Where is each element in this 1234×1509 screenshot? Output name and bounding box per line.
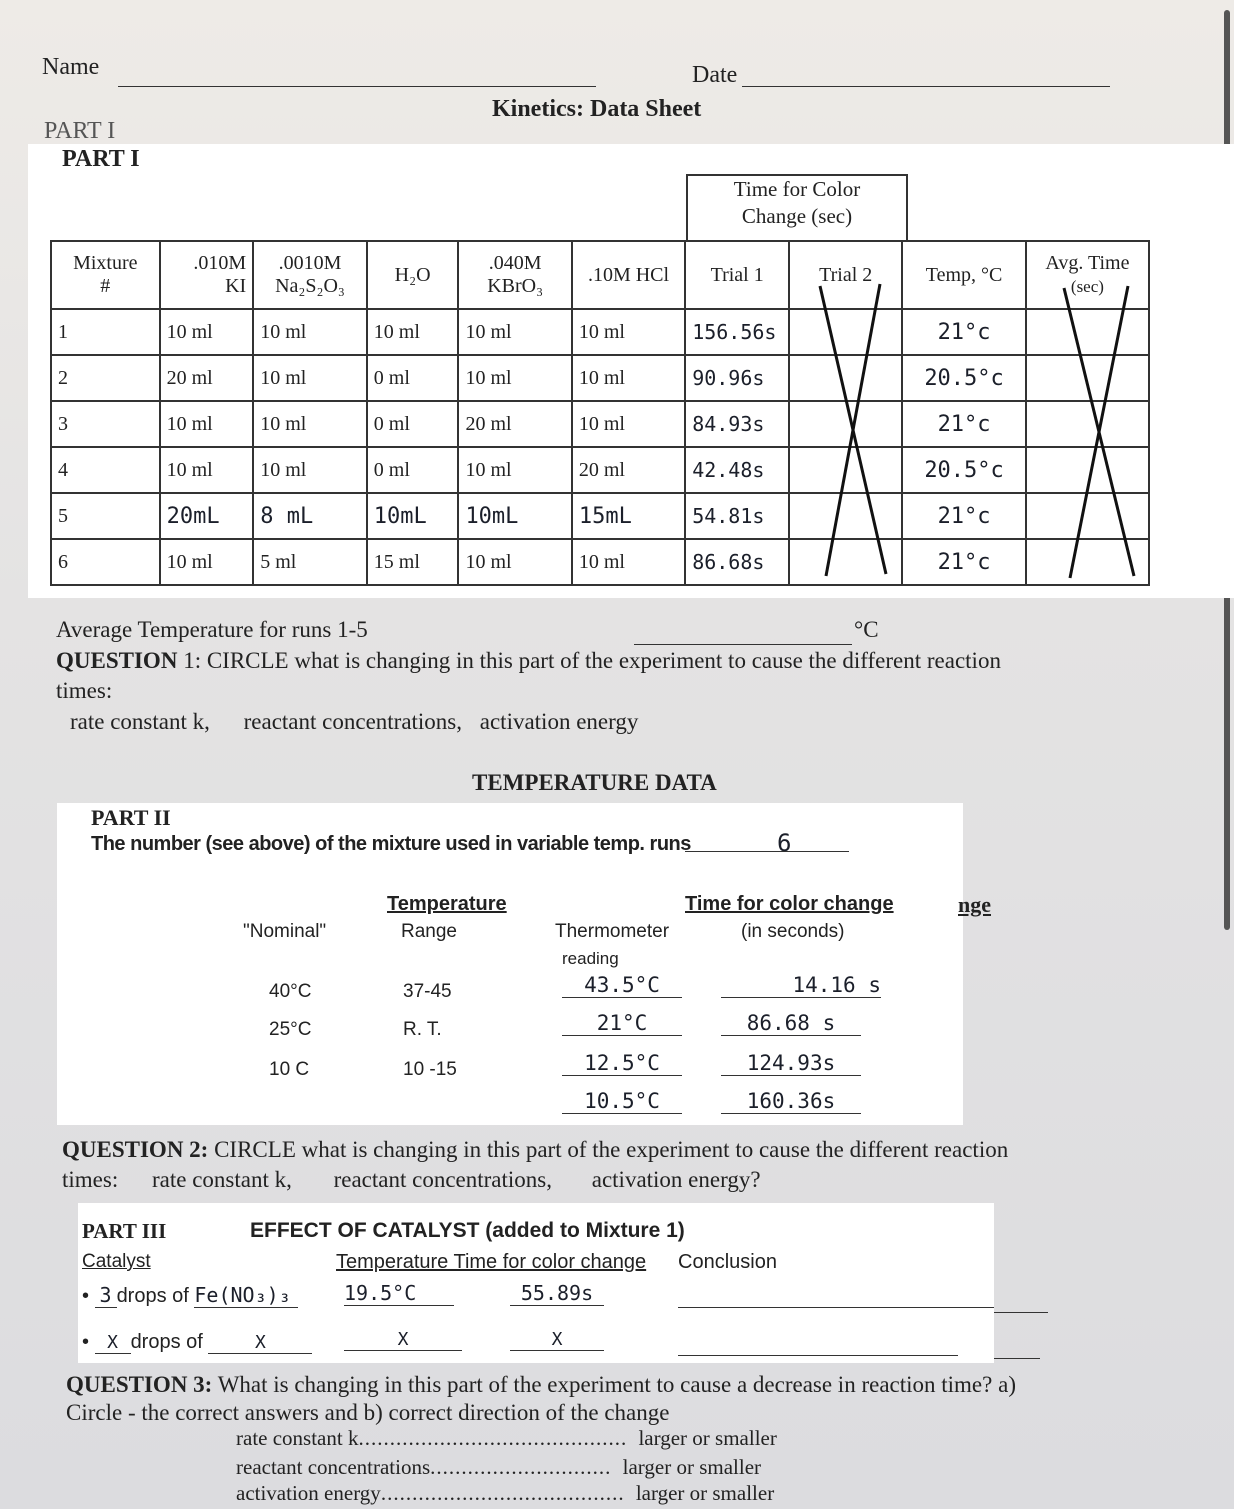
thermometer-reading: 43.5°C (562, 973, 682, 998)
catalyst-time: 55.89s (510, 1281, 604, 1306)
question3 (66, 1372, 1016, 1398)
choice-larger-smaller[interactable]: larger or smaller (638, 1426, 777, 1450)
option-rate-constant[interactable]: rate constant k, (70, 709, 210, 734)
hcl-volume: 10 ml (572, 309, 685, 355)
table-row (51, 493, 1149, 539)
thermometer-reading: 12.5°C (562, 1051, 682, 1076)
catalyst-temp: 19.5°C (344, 1281, 454, 1306)
temp-range: 10 -15 (403, 1059, 457, 1080)
hcl-volume: 15mL (572, 493, 685, 539)
color-change-time: 14.16 s (721, 973, 881, 998)
option-activation-energy[interactable]: activation energy (479, 709, 639, 734)
drops-count: X (95, 1332, 131, 1354)
col-trial2: Trial 2 (789, 241, 902, 309)
header-range: Range (401, 921, 457, 942)
question1-prefix: QUESTION (56, 648, 178, 673)
color-change-time: 86.68 s (721, 1011, 861, 1036)
date-line (742, 86, 1110, 87)
kbro3-volume: 10mL (458, 493, 571, 539)
mixture-number: 3 (51, 401, 160, 447)
table-row (51, 355, 1149, 401)
col-trial1: Trial 1 (685, 241, 789, 309)
na2s2o3-volume: 10 ml (253, 447, 367, 493)
temperature: 21°c (902, 493, 1026, 539)
question1-text: CIRCLE what is changing in this part of the experiment to cause the different reaction (206, 648, 1001, 673)
question1-text-cont: times: (56, 678, 113, 703)
trial1-time: 90.96s (685, 355, 789, 401)
choice-larger-smaller[interactable]: larger or smaller (635, 1481, 775, 1505)
trial1-time: 86.68s (685, 539, 789, 585)
date-label: Date (692, 62, 738, 88)
page-title: Kinetics: Data Sheet (492, 96, 702, 122)
table-row (51, 539, 1149, 585)
header-nominal: "Nominal" (243, 921, 327, 942)
header-reading: reading (562, 949, 619, 968)
part2-panel (57, 803, 963, 1125)
kbro3-volume: 10 ml (458, 539, 571, 585)
h2o-volume: 0 ml (367, 447, 459, 493)
mixture-value: 6 (777, 829, 792, 857)
mixture-prompt: The number (see above) of the mixture used in variable temp. runs (91, 833, 691, 855)
col-temp: Temp, °C (902, 241, 1026, 309)
catalyst-temp: X (344, 1329, 462, 1351)
part2-label: PART II (91, 805, 171, 830)
table-row (51, 447, 1149, 493)
h2o-volume: 0 ml (367, 401, 459, 447)
avg-temp-label: Average Temperature for runs 1-5 (56, 617, 368, 642)
mixture-number: 1 (51, 309, 160, 355)
hcl-volume: 10 ml (572, 401, 685, 447)
temperature: 21°c (902, 539, 1026, 585)
trial2-cross-out-mark (808, 282, 898, 582)
header-conclusion: Conclusion (678, 1251, 777, 1273)
time-color-change-header: Time for Color Change (sec) (686, 174, 908, 242)
option-activation-energy[interactable]: activation energy? (591, 1167, 761, 1192)
conclusion-line-ext (994, 1312, 1048, 1313)
thermometer-reading: 10.5°C (562, 1089, 682, 1114)
part1-ghost-label: PART I (44, 118, 116, 144)
na2s2o3-volume: 8 mL (253, 493, 367, 539)
col-h2o: H₂O (367, 241, 459, 309)
catalyst-time: X (510, 1329, 604, 1351)
header-temperature: Temperature (387, 893, 507, 915)
table-row (51, 309, 1149, 355)
col-na2s2o3: .0010M Na₂S₂O₃ (253, 241, 367, 309)
mixture-value-line (685, 851, 849, 852)
nominal-temp: 40°C (269, 981, 312, 1002)
col-avg-time: Avg. Time (sec) (1026, 241, 1149, 309)
temperature-data-title: TEMPERATURE DATA (472, 770, 717, 795)
trial1-time: 156.56s (685, 309, 789, 355)
question2-options (62, 1167, 761, 1193)
na2s2o3-volume: 5 ml (253, 539, 367, 585)
question2 (62, 1137, 1008, 1163)
catalyst-row: • 3 drops of Fe(NO₃)₃ (82, 1283, 298, 1308)
temperature: 20.5°c (902, 447, 1026, 493)
temperature: 20.5°c (902, 355, 1026, 401)
na2s2o3-volume: 10 ml (253, 355, 367, 401)
conclusion-line-ext (994, 1358, 1040, 1359)
header-temp-time: Temperature Time for color change (336, 1251, 647, 1273)
ki-volume: 20mL (160, 493, 254, 539)
hcl-volume: 10 ml (572, 355, 685, 401)
header-thermometer: Thermometer (555, 921, 670, 942)
ghost-header-fragment: nge (958, 892, 991, 917)
kbro3-volume: 20 ml (458, 401, 571, 447)
header-time-color-change: Time for color change (685, 893, 894, 915)
temp-range: R. T. (403, 1019, 442, 1040)
h2o-volume: 10 ml (367, 309, 459, 355)
kbro3-volume: 10 ml (458, 355, 571, 401)
drops-count: 3 (95, 1283, 117, 1308)
catalyst-row: • X drops of X (82, 1331, 312, 1354)
na2s2o3-volume: 10 ml (253, 309, 367, 355)
ki-volume: 10 ml (160, 309, 254, 355)
name-line (118, 86, 596, 87)
mixture-number: 4 (51, 447, 160, 493)
trial1-time: 84.93s (685, 401, 789, 447)
ki-volume: 10 ml (160, 401, 254, 447)
question3-text-cont: Circle - the correct answers and b) correct direction of the change (66, 1400, 670, 1425)
header-in-seconds: (in seconds) (741, 921, 845, 942)
option-rate-constant[interactable]: rate constant k, (151, 1167, 292, 1192)
question3-text: What is changing in this part of the experiment to cause a decrease in reaction time? a) (217, 1372, 1016, 1397)
q3-item-reactant-concentrations: reactant concentrations............................. larger or smaller (236, 1455, 762, 1479)
kbro3-volume: 10 ml (458, 309, 571, 355)
ki-volume: 10 ml (160, 447, 254, 493)
option-reactant-concentrations[interactable]: reactant concentrations, (243, 709, 463, 734)
part1-panel (28, 144, 1234, 598)
table-row (51, 401, 1149, 447)
avg-temp-line (634, 644, 852, 645)
question2-text: CIRCLE what is changing in this part of the experiment to cause the different reaction (214, 1137, 1009, 1162)
h2o-volume: 10mL (367, 493, 459, 539)
temperature: 21°c (902, 401, 1026, 447)
nominal-temp: 10 C (269, 1059, 310, 1080)
mixture-number: 5 (51, 493, 160, 539)
trial1-time: 42.48s (685, 447, 789, 493)
avg-temp-unit: °C (854, 617, 879, 642)
avg-time-cross-out-mark (1054, 284, 1144, 584)
question1-number: 1: (183, 648, 202, 673)
part3-label: PART III (82, 1219, 167, 1243)
option-reactant-concentrations[interactable]: reactant concentrations, (333, 1167, 552, 1192)
h2o-volume: 15 ml (367, 539, 459, 585)
nominal-temp: 25°C (269, 1019, 312, 1040)
drops-label: drops of (116, 1285, 189, 1307)
ki-volume: 10 ml (160, 539, 254, 585)
col-kbro3: .040M KBrO₃ (458, 241, 571, 309)
conclusion-line (678, 1355, 958, 1356)
name-label: Name (42, 54, 100, 80)
question1 (56, 648, 1001, 674)
col-mixture: Mixture # (51, 241, 160, 309)
question2-text-cont: times: (62, 1167, 119, 1192)
q3-item-rate-constant: rate constant k........................................... larger or smaller (236, 1426, 777, 1450)
choice-larger-smaller[interactable]: larger or smaller (622, 1455, 762, 1479)
hcl-volume: 10 ml (572, 539, 685, 585)
temp-range: 37-45 (403, 981, 452, 1002)
thermometer-reading: 21°C (562, 1011, 682, 1036)
mixture-number: 2 (51, 355, 160, 401)
ki-volume: 20 ml (160, 355, 254, 401)
q3-item-activation-energy: activation energy....................................... larger or smaller (236, 1481, 775, 1505)
color-change-time: 160.36s (721, 1089, 861, 1114)
part3-title: EFFECT OF CATALYST (added to Mixture 1) (250, 1219, 685, 1242)
na2s2o3-volume: 10 ml (253, 401, 367, 447)
color-change-time: 124.93s (721, 1051, 861, 1076)
mixture-number: 6 (51, 539, 160, 585)
hcl-volume: 20 ml (572, 447, 685, 493)
col-ki: .010M KI (160, 241, 254, 309)
catalyst-name: Fe(NO₃)₃ (194, 1283, 298, 1308)
h2o-volume: 0 ml (367, 355, 459, 401)
question1-options (70, 709, 638, 735)
header-catalyst: Catalyst (82, 1251, 151, 1272)
part1-table (50, 240, 1150, 586)
drops-label: drops of (130, 1331, 203, 1353)
question2-prefix: QUESTION 2: (62, 1137, 209, 1162)
catalyst-name: X (208, 1332, 312, 1354)
temperature: 21°c (902, 309, 1026, 355)
question3-prefix: QUESTION 3: (66, 1372, 213, 1397)
trial1-time: 54.81s (685, 493, 789, 539)
part1-label: PART I (62, 146, 140, 172)
col-hcl: .10M HCl (572, 241, 685, 309)
part1-header-row (51, 241, 1149, 309)
kbro3-volume: 10 ml (458, 447, 571, 493)
part3-panel (78, 1203, 994, 1363)
conclusion-line (678, 1307, 994, 1308)
